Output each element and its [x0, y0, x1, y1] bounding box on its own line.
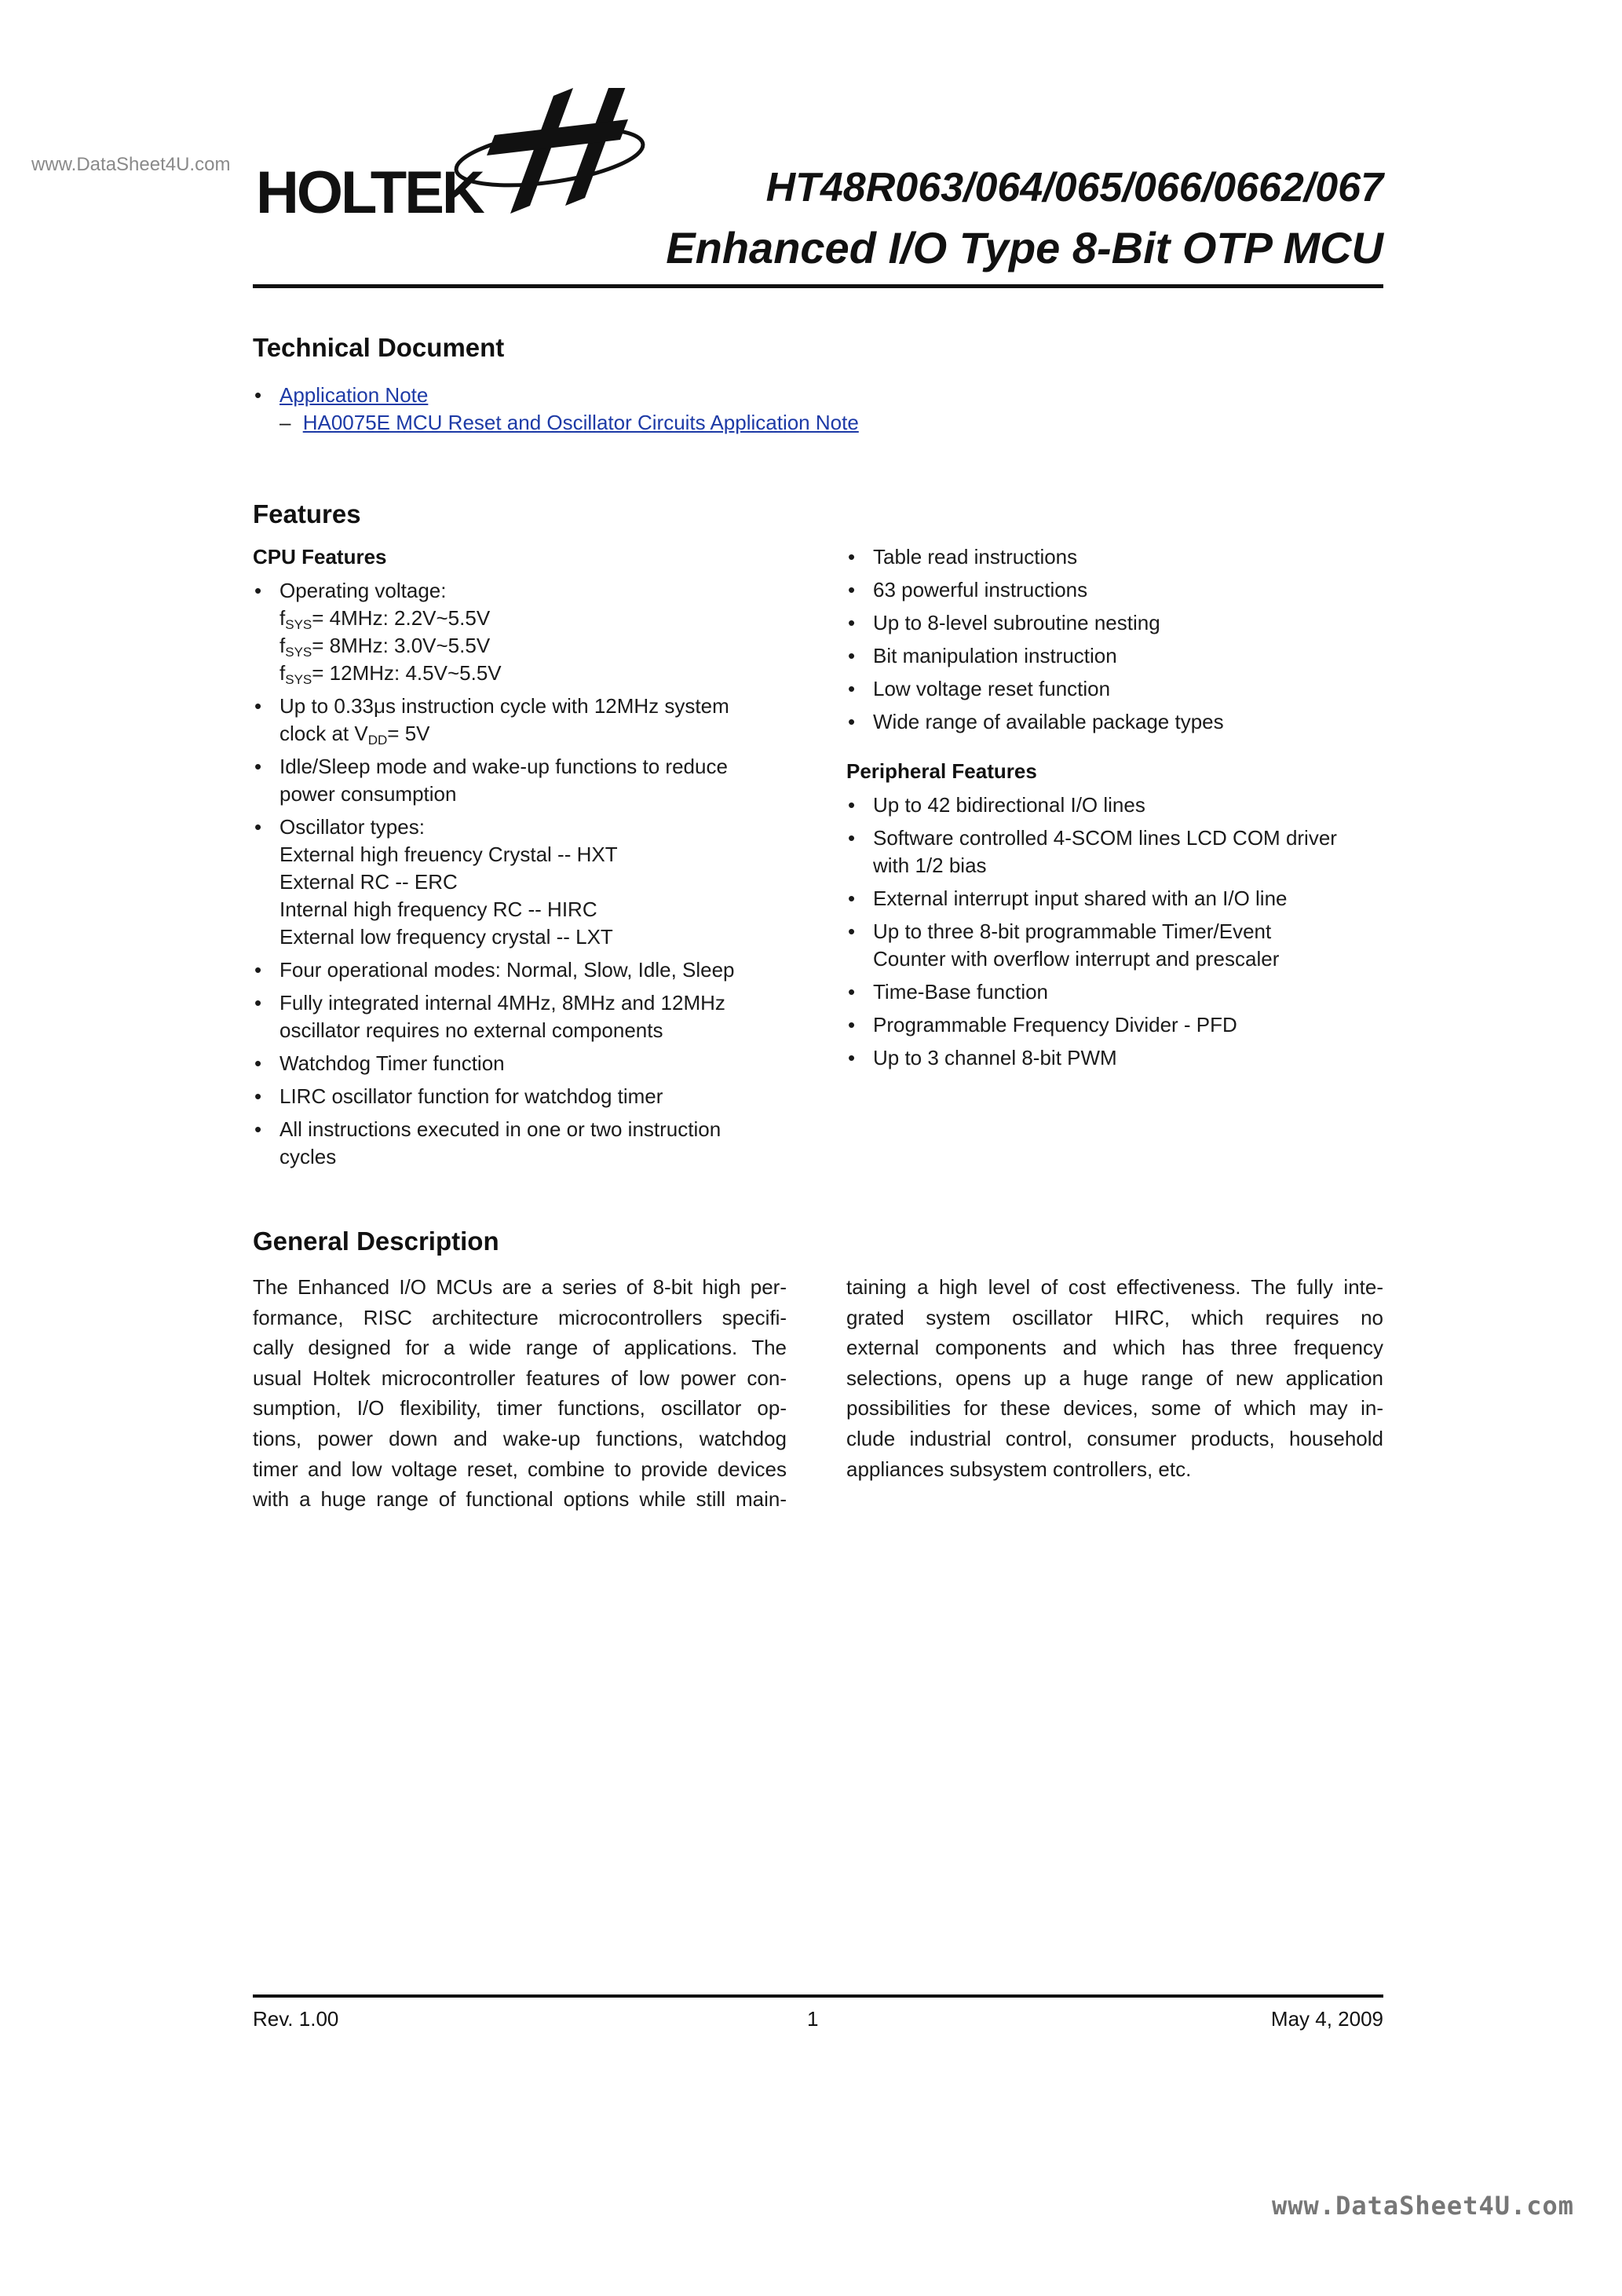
paragraph-line: selections, opens up a huge range of new application [846, 1366, 1383, 1390]
paragraph-line: timer and low voltage reset, combine to provide devices [253, 1457, 787, 1481]
list-item: • Fully integrated internal 4MHz, 8MHz and 12MHz oscillator requires no external components [253, 989, 787, 1044]
list-item: • Table read instructions [846, 543, 1396, 571]
footer-rule [253, 1994, 1383, 1998]
technical-document-links [253, 382, 1195, 437]
peripheral-features-heading: Peripheral Features [846, 759, 1037, 783]
header-rule [253, 284, 1383, 288]
general-description-heading: General Description [253, 1227, 499, 1256]
paragraph-line: clude industrial control, consumer products, household [846, 1426, 1383, 1450]
list-item: • Software controlled 4-SCOM lines LCD COM driver with 1/2 bias [846, 824, 1396, 879]
f-sys-8mhz: $f_{SYS}= 8MHz$: 3.0V~5.5V [279, 634, 491, 660]
paragraph-line: tions, power down and wake-up functions, watchdog [253, 1426, 787, 1450]
technical-document-heading: Technical Document [253, 333, 505, 362]
paragraph-line: appliances subsystem controllers, etc. [846, 1457, 1192, 1481]
holtek-logo-icon [251, 88, 659, 245]
list-item: • Low voltage reset function [846, 675, 1396, 703]
list-item: • Up to 8-level subroutine nesting [846, 609, 1396, 637]
paragraph-line: formance, RISC architecture microcontrollers specifi- [253, 1305, 787, 1329]
list-item: • Idle/Sleep mode and wake-up functions to reduce power consumption [253, 753, 787, 808]
footer-page-number: 1 [807, 2007, 819, 2031]
list-item: • Up to three 8-bit programmable Timer/Event Counter with overflow interrupt and prescaler [846, 918, 1396, 973]
list-item: • All instructions executed in one or two instruction cycles [253, 1116, 787, 1171]
paragraph-line: taining a high level of cost effectiveness. The fully inte- [846, 1275, 1383, 1299]
document-subtitle: Enhanced I/O Type 8-Bit OTP MCU [666, 223, 1383, 272]
paragraph-line: cally designed for a wide range of applications. The [253, 1336, 787, 1360]
paragraph-line: grated system oscillator HIRC, which requires no [846, 1305, 1383, 1329]
paragraph-line: usual Holtek microcontroller features of low power con- [253, 1366, 787, 1390]
f-sys-4mhz: $f_{SYS}= 4MHz$: 2.2V~5.5V [279, 606, 491, 632]
list-item: • Up to 0.33μs instruction cycle with 12MHz system clock at $V_{DD}= 5V$ [253, 693, 787, 748]
ha0075e-item [253, 409, 1195, 437]
list-item: • LIRC oscillator function for watchdog timer [253, 1083, 787, 1110]
cpu-features-heading: CPU Features [253, 545, 387, 569]
dash-marker: – [279, 411, 291, 434]
list-item [253, 577, 787, 687]
list-item: • Programmable Frequency Divider - PFD [846, 1011, 1396, 1039]
list-item: • Up to 42 bidirectional I/O lines [846, 792, 1396, 819]
list-item: • Wide range of available package types [846, 708, 1396, 736]
cpu-features-left [253, 543, 787, 1176]
watermark-top: www.DataSheet4U.com [31, 154, 231, 175]
f-sys-12mhz: $f_{SYS}= 12MHz$: 4.5V~5.5V [279, 661, 502, 687]
footer-date: May 4, 2009 [1270, 2007, 1383, 2031]
paragraph-line: possibilities for these devices, some of which may in- [846, 1396, 1383, 1420]
watermark-bottom: www.DataSheet4U.com [1272, 2191, 1575, 2221]
paragraph-line: with a huge range of functional options while still main- [253, 1487, 787, 1512]
paragraph-line: The Enhanced I/O MCUs are a series of 8-bit high per- [253, 1275, 787, 1299]
paragraph-line: external components and which has three frequency [846, 1336, 1383, 1360]
list-item: • 63 powerful instructions [846, 576, 1396, 604]
list-item: • Bit manipulation instruction [846, 642, 1396, 670]
application-note-link[interactable]: Application Note [279, 383, 429, 407]
paragraph-line: sumption, I/O flexibility, timer functions, oscillator op- [253, 1396, 787, 1420]
general-description-right [846, 1272, 1383, 1484]
technical-document-section [253, 333, 504, 363]
general-description-left [253, 1272, 787, 1515]
features-heading: Features [253, 499, 361, 528]
footer-revision: Rev. 1.00 [253, 2007, 339, 2031]
general-description-section [253, 1227, 499, 1256]
list-item: • Oscillator types: External high freuency Crystal -- HXT External RC -- ERC Internal high frequency RC -- HIRC External low frequency crystal -- LXT [253, 813, 787, 951]
cpu-features-right [846, 543, 1396, 1077]
holtek-logo-text: HOLTEK [256, 159, 483, 226]
features-section [253, 499, 361, 529]
list-item: • Watchdog Timer function [253, 1050, 787, 1077]
list-item: • Time-Base function [846, 978, 1396, 1006]
part-numbers-title: HT48R063/064/065/066/0662/067 [765, 165, 1383, 210]
application-note-item [253, 382, 1195, 409]
ha0075e-link[interactable]: HA0075E MCU Reset and Oscillator Circuits Application Note [302, 411, 859, 434]
op-voltage-label: • Operating voltage: [279, 579, 447, 602]
list-item: • External interrupt input shared with an I/O line [846, 885, 1396, 912]
list-item: • Up to 3 channel 8-bit PWM [846, 1044, 1396, 1072]
list-item: • Four operational modes: Normal, Slow, Idle, Sleep [253, 956, 787, 984]
